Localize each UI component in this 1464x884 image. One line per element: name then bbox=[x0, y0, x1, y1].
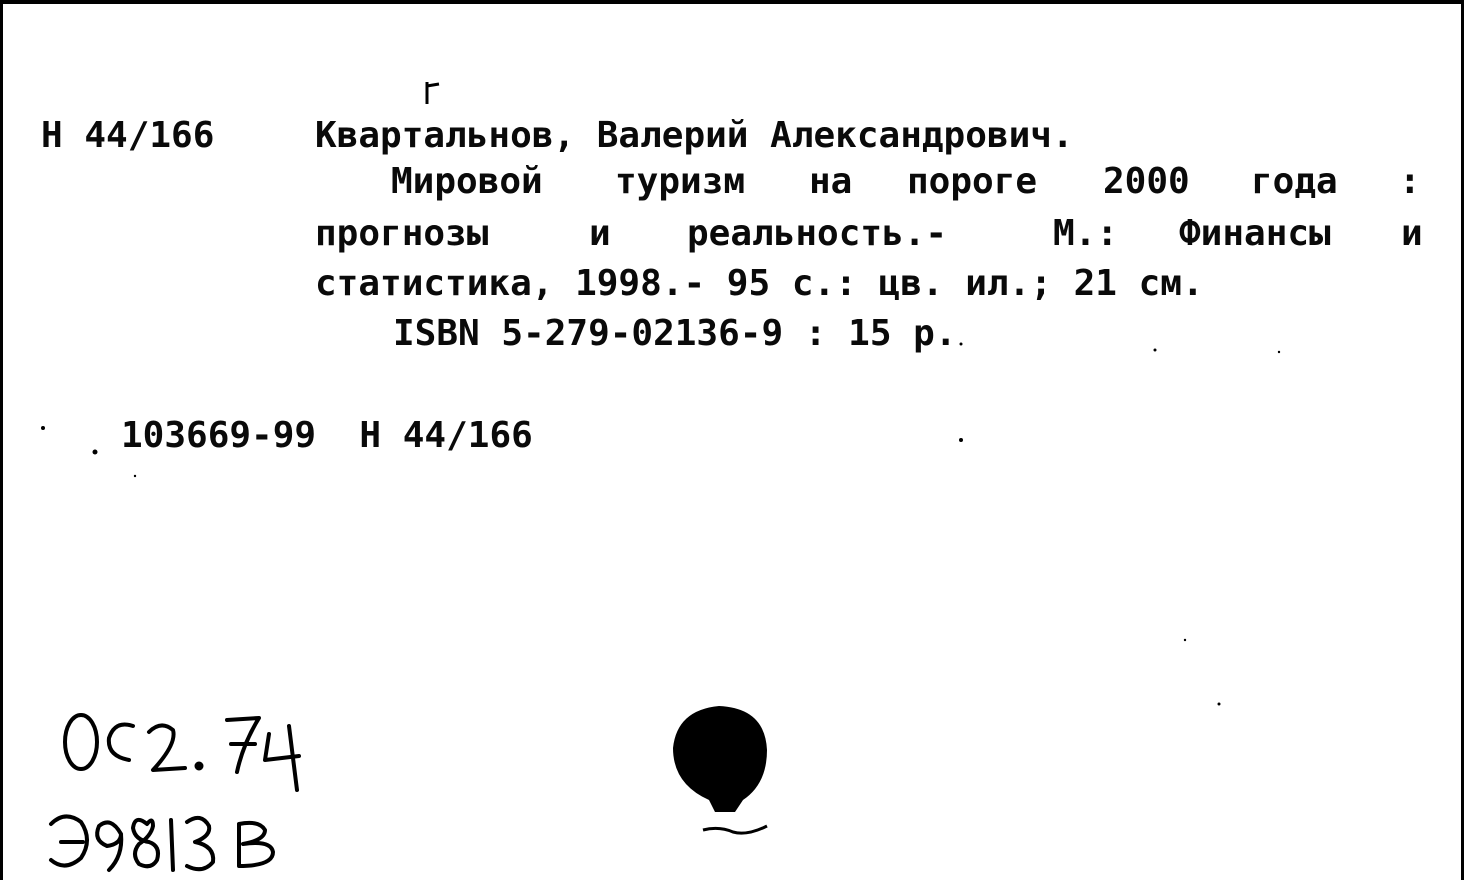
title-word: 2000 bbox=[1103, 161, 1190, 202]
title-word: Финансы bbox=[1179, 213, 1331, 254]
inventory-number: 103669-99 Н 44/166 bbox=[121, 415, 533, 456]
title-word: и bbox=[1401, 213, 1423, 254]
title-word: на bbox=[809, 161, 853, 202]
title-word: прогнозы bbox=[315, 213, 489, 254]
title-word: пороге bbox=[907, 161, 1038, 202]
title-word: и bbox=[589, 213, 611, 254]
handwritten-notes bbox=[3, 4, 1464, 884]
shelf-mark: Н 44/166 bbox=[41, 115, 215, 156]
imprint-line: статистика, 1998.- 95 с.: цв. ил.; 21 см. bbox=[315, 263, 1204, 304]
title-word: Мировой bbox=[391, 161, 543, 202]
author-name: Квартальнов, Валерий Александрович. bbox=[315, 115, 1074, 156]
punch-hole bbox=[673, 706, 767, 833]
title-word: : bbox=[1399, 161, 1421, 202]
title-word: туризм bbox=[615, 161, 746, 202]
title-word: М.: bbox=[1053, 213, 1119, 254]
title-word: реальность.- bbox=[687, 213, 948, 254]
title-word: года bbox=[1251, 161, 1338, 202]
isbn-line: ISBN 5-279-02136-9 : 15 р. bbox=[393, 313, 957, 354]
